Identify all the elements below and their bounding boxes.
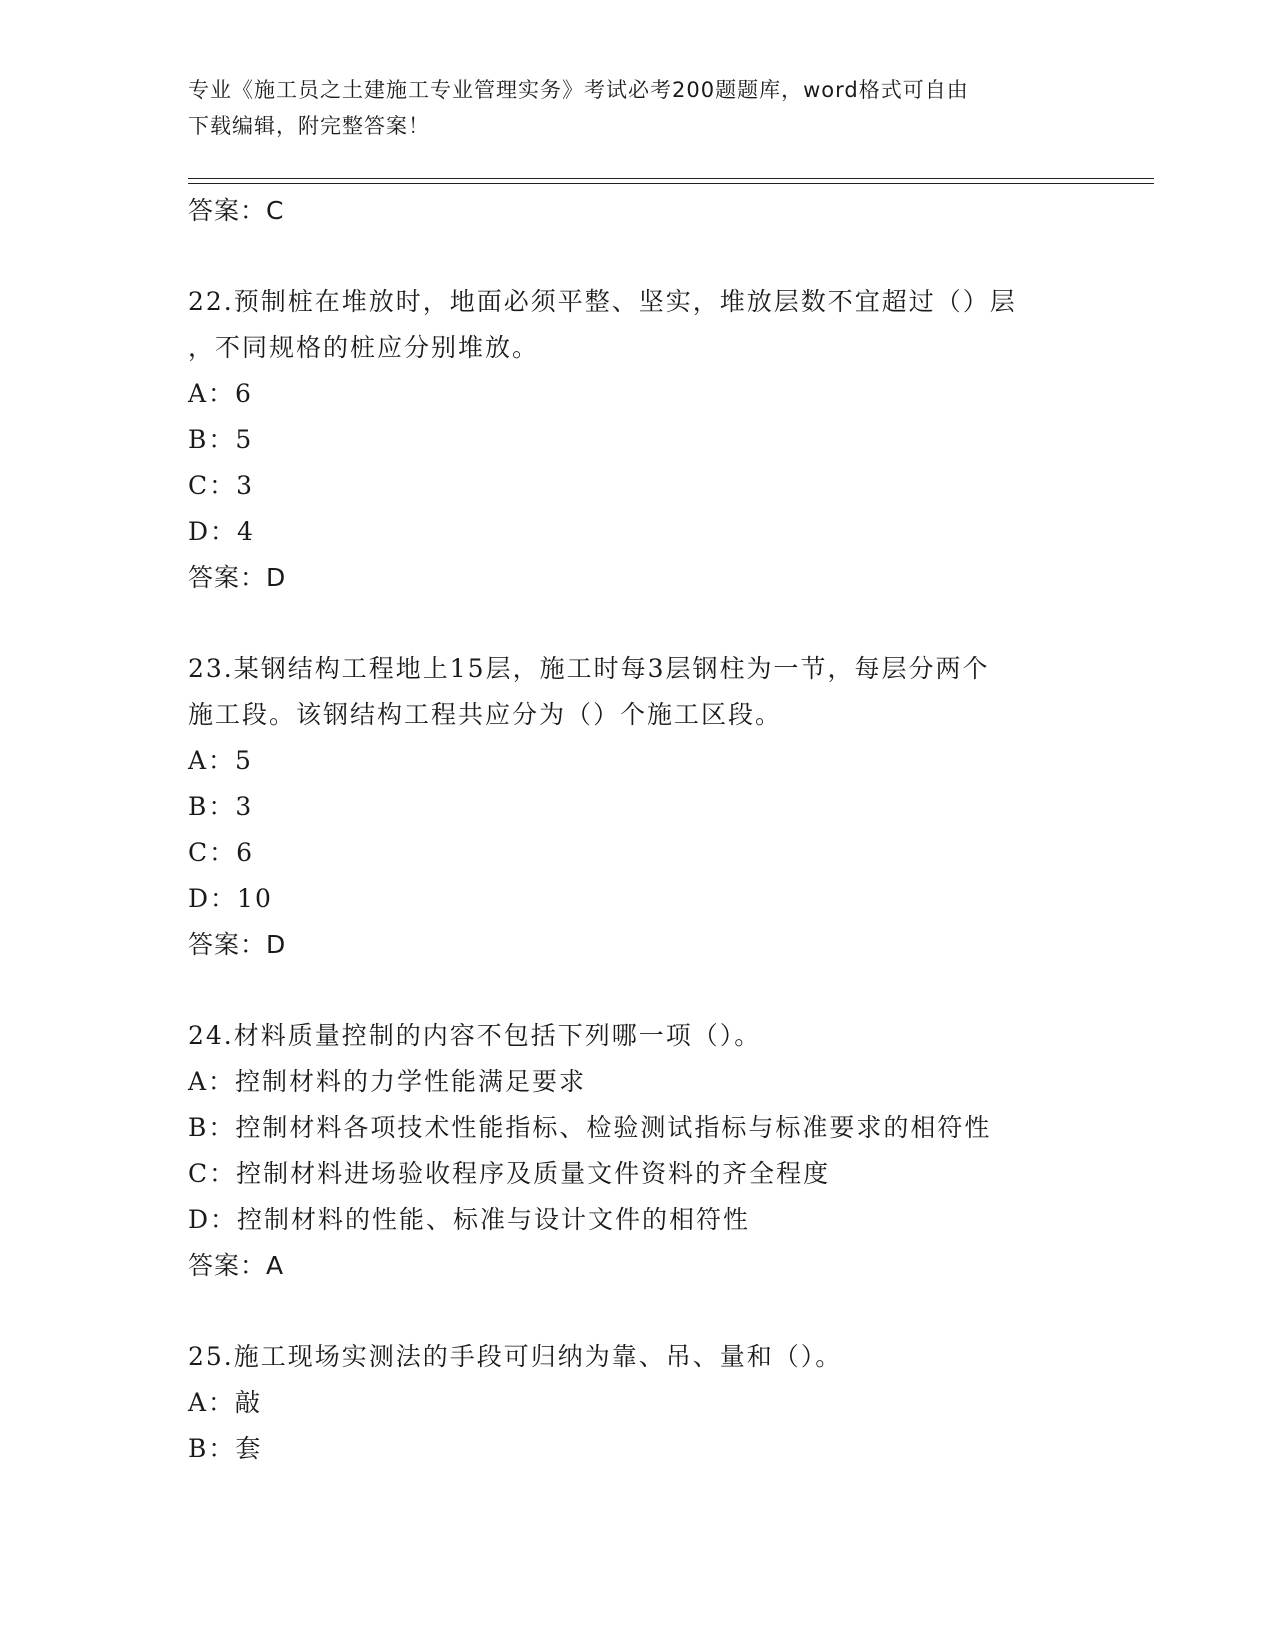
spacer [188, 234, 1088, 279]
option-b: B：套 [188, 1434, 263, 1463]
option-a: A：敲 [188, 1388, 263, 1417]
option-d: D：10 [188, 884, 273, 913]
option-c: C：控制材料进场验收程序及质量文件资料的齐全程度 [188, 1159, 831, 1188]
option-d: D：4 [188, 517, 255, 546]
option-b: B：控制材料各项技术性能指标、检验测试指标与标准要求的相符性 [188, 1113, 992, 1142]
question-stem: 22.预制桩在堆放时，地面必须平整、坚实，堆放层数不宜超过（）层 [188, 287, 1017, 316]
question-stem: 施工段。该钢结构工程共应分为（）个施工区段。 [188, 700, 783, 729]
option-a: A：5 [188, 746, 253, 775]
question-block [188, 1013, 1088, 1289]
header-divider-bottom [188, 183, 1154, 184]
answer-line: 答案：C [188, 196, 285, 225]
question-stem: 25.施工现场实测法的手段可归纳为靠、吊、量和（）。 [188, 1342, 843, 1371]
header-line-1: 专业《施工员之土建施工专业管理实务》考试必考200题题库，word格式可自由 [188, 78, 969, 102]
option-b: B：3 [188, 792, 254, 821]
option-a: A：6 [188, 379, 253, 408]
spacer [188, 968, 1088, 1013]
option-d: D：控制材料的性能、标准与设计文件的相符性 [188, 1205, 751, 1234]
question-block [188, 1334, 1088, 1472]
question-stem: ，不同规格的桩应分别堆放。 [188, 333, 540, 362]
option-c: C：6 [188, 838, 255, 867]
question-stem: 24.材料质量控制的内容不包括下列哪一项（）。 [188, 1021, 762, 1050]
question-stem: 23.某钢结构工程地上15层，施工时每3层钢柱为一节，每层分两个 [188, 654, 990, 683]
question-block [188, 279, 1088, 601]
answer-line: 答案：D [188, 563, 287, 592]
option-b: B：5 [188, 425, 254, 454]
option-a: A：控制材料的力学性能满足要求 [188, 1067, 587, 1096]
answer-line: 答案：A [188, 1251, 285, 1280]
document-header [188, 72, 1088, 144]
question-list [188, 188, 1088, 1472]
header-line-2: 下载编辑，附完整答案！ [188, 114, 430, 138]
spacer [188, 601, 1088, 646]
spacer [188, 1289, 1088, 1334]
option-c: C：3 [188, 471, 255, 500]
answer-line: 答案：D [188, 930, 287, 959]
question-block [188, 646, 1088, 968]
header-divider-top [188, 178, 1154, 179]
